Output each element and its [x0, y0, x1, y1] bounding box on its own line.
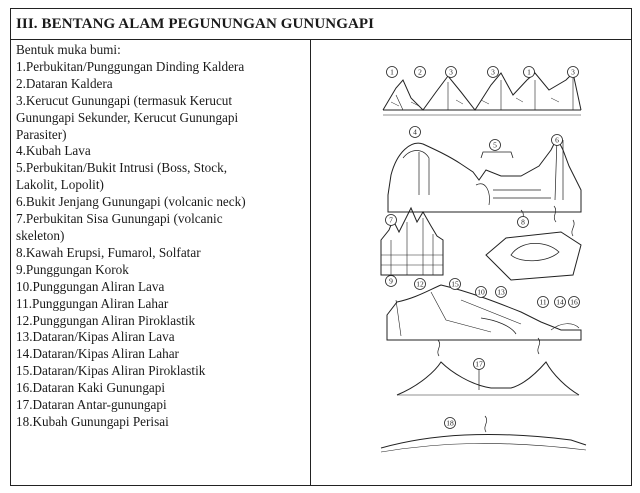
label-number: 4 [413, 127, 417, 137]
caldera-diagram [383, 73, 581, 115]
label-number: 3 [491, 67, 495, 77]
label-number: 17 [475, 359, 483, 369]
list-item: 11.Punggungan Aliran Lahar [16, 295, 169, 311]
list-item: 12.Punggungan Aliran Piroklastik [16, 312, 196, 328]
label-number: 6 [555, 135, 559, 145]
label-number: 13 [497, 287, 505, 297]
label-number: 12 [416, 279, 424, 289]
skeleton-crater-diagram [381, 206, 581, 280]
list-item: 16.Dataran Kaki Gunungapi [16, 380, 166, 396]
list-item: 13.Dataran/Kipas Aliran Lava [16, 329, 175, 345]
illustration-column [311, 40, 631, 485]
landform-list-column [11, 40, 311, 485]
label-number: 9 [389, 276, 393, 286]
label-number: 8 [521, 217, 525, 227]
list-item: skeleton) [16, 227, 65, 243]
list-item: 7.Perbukitan Sisa Gunungapi (volcanic [16, 211, 223, 227]
shield-dome-diagram [381, 416, 586, 452]
dome-intrusion-diagram [388, 135, 581, 212]
section-title: III. BENTANG ALAM PEGUNUNGAN GUNUNGAPI [11, 9, 631, 40]
list-item: 18.Kubah Gunungapi Perisai [16, 413, 169, 429]
label-number: 1 [527, 67, 531, 77]
label-number: 2 [418, 67, 422, 77]
list-item: 14.Dataran/Kipas Aliran Lahar [16, 346, 179, 362]
label-number: 16 [570, 297, 578, 307]
table-frame [10, 8, 632, 486]
list-item: 2.Dataran Kaldera [16, 75, 113, 91]
label-number: 18 [446, 418, 454, 428]
list-intro: Bentuk muka bumi: [16, 42, 121, 57]
list-item: 17.Dataran Antar-gunungapi [16, 397, 167, 413]
label-number: 3 [571, 67, 575, 77]
list-item: Parasiter) [16, 126, 67, 142]
list-item: 5.Perbukitan/Bukit Intrusi (Boss, Stock, [16, 160, 227, 176]
list-item: Gunungapi Sekunder, Kerucut Gunungapi [16, 109, 239, 125]
list-item: 3.Kerucut Gunungapi (termasuk Kerucut [16, 92, 233, 108]
label-number: 11 [539, 297, 547, 307]
list-item: 6.Bukit Jenjang Gunungapi (volcanic neck) [16, 194, 246, 210]
list-item: 10.Punggungan Aliran Lava [16, 278, 165, 294]
list-item: 9.Punggungan Korok [16, 261, 129, 277]
label-number: 15 [451, 279, 459, 289]
list-item: 15.Dataran/Kipas Aliran Piroklastik [16, 363, 206, 379]
label-number: 3 [449, 67, 453, 77]
list-item: 4.Kubah Lava [16, 143, 91, 159]
landform-illustrations [311, 40, 632, 487]
list-item: 8.Kawah Erupsi, Fumarol, Solfatar [16, 244, 201, 260]
list-item: Lakolit, Lopolit) [16, 177, 104, 193]
label-number: 14 [556, 297, 564, 307]
label-number: 7 [389, 215, 393, 225]
label-number: 10 [477, 287, 485, 297]
label-number: 5 [493, 140, 497, 150]
landform-list [11, 40, 310, 431]
intervolcanic-plain-diagram [397, 338, 579, 395]
list-item: 1.Perbukitan/Punggungan Dinding Kaldera [16, 58, 245, 74]
label-number: 1 [390, 67, 394, 77]
